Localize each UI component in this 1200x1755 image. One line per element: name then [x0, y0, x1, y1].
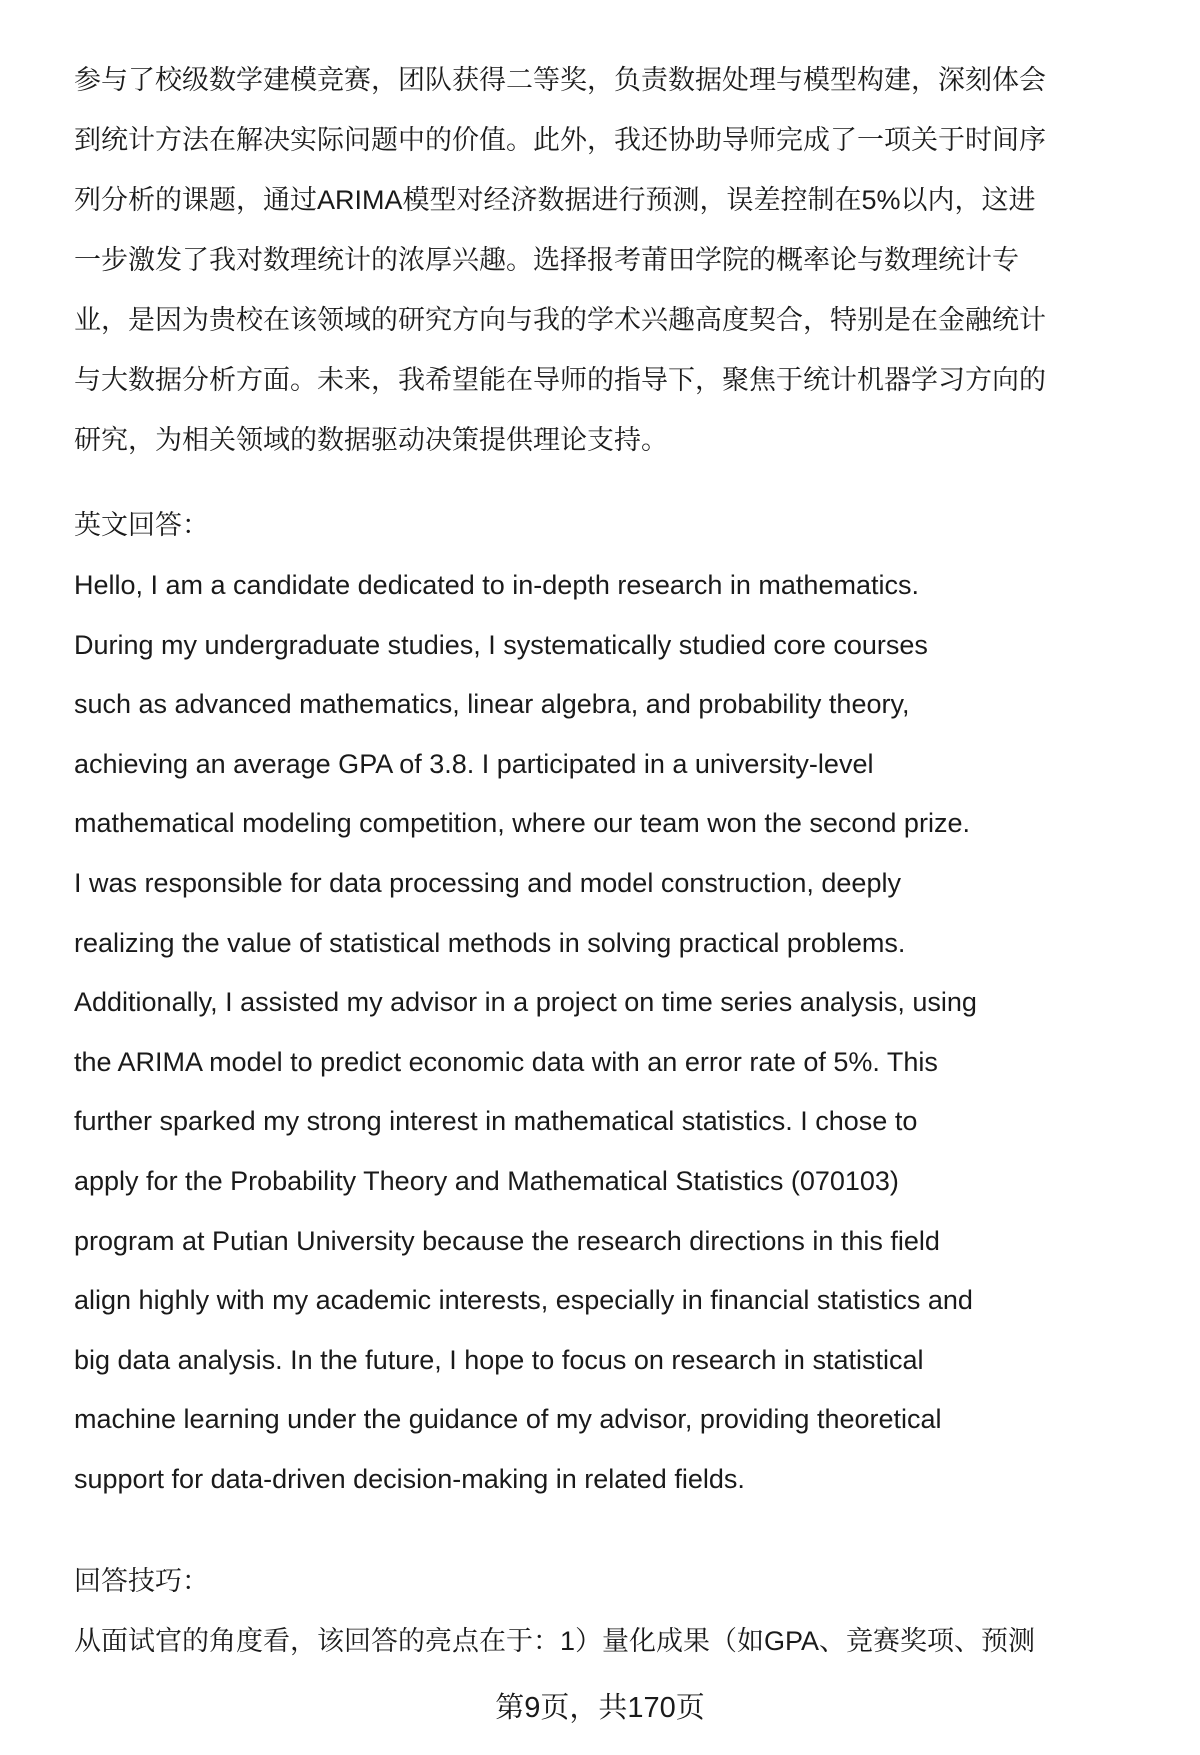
cn-paragraph-line: 研究，为相关领域的数据驱动决策提供理论支持。 [74, 425, 668, 455]
en-paragraph-line: machine learning under the guidance of my advisor, providing theoretical [74, 1404, 942, 1435]
en-paragraph-line: big data analysis. In the future, I hope to focus on research in statistical [74, 1344, 924, 1375]
en-paragraph-line: such as advanced mathematics, linear algebra, and probability theory, [74, 689, 910, 720]
en-paragraph-line: the ARIMA model to predict economic data with an error rate of 5%. This [74, 1046, 938, 1077]
page-number: 第9页，共170页 [495, 1692, 705, 1724]
cn-paragraph-line: 到统计方法在解决实际问题中的价值。此外，我还协助导师完成了一项关于时间序 [74, 125, 1046, 155]
cn-paragraph-line: 业，是因为贵校在该领域的研究方向与我的学术兴趣高度契合，特别是在金融统计 [74, 305, 1046, 335]
cn-paragraph-line: 列分析的课题，通过ARIMA模型对经济数据进行预测，误差控制在5%以内，这进 [74, 185, 1036, 215]
en-paragraph-line: During my undergraduate studies, I systematically studied core courses [74, 629, 928, 660]
en-paragraph-line: mathematical modeling competition, where our team won the second prize. [74, 808, 970, 839]
en-paragraph-line: Additionally, I assisted my advisor in a project on time series analysis, using [74, 987, 977, 1018]
en-paragraph-line: achieving an average GPA of 3.8. I participated in a university-level [74, 748, 874, 779]
en-paragraph-line: further sparked my strong interest in mathematical statistics. I chose to [74, 1106, 918, 1137]
cn-paragraph-line: 与大数据分析方面。未来，我希望能在导师的指导下，聚焦于统计机器学习方向的 [74, 365, 1046, 395]
en-paragraph-line: realizing the value of statistical methods in solving practical problems. [74, 927, 906, 958]
section-heading-answer-tips: 回答技巧： [74, 1566, 209, 1596]
en-paragraph-line: I was responsible for data processing and model construction, deeply [74, 868, 901, 898]
tips-paragraph-line: 从面试官的角度看，该回答的亮点在于：1）量化成果（如GPA、竞赛奖项、预测 [74, 1626, 1036, 1656]
cn-paragraph-line: 参与了校级数学建模竞赛，团队获得二等奖，负责数据处理与模型构建，深刻体会 [74, 65, 1046, 95]
en-paragraph-line: support for data-driven decision-making in related fields. [74, 1464, 745, 1494]
en-paragraph-line: align highly with my academic interests, especially in financial statistics and [74, 1285, 973, 1316]
section-heading-english-answer: 英文回答： [74, 510, 209, 540]
cn-paragraph-line: 一步激发了我对数理统计的浓厚兴趣。选择报考莆田学院的概率论与数理统计专 [74, 245, 1019, 275]
en-paragraph-line: Hello, I am a candidate dedicated to in-depth research in mathematics. [74, 570, 919, 600]
en-paragraph-line: program at Putian University because the research directions in this field [74, 1225, 940, 1256]
en-paragraph-line: apply for the Probability Theory and Mathematical Statistics (070103) [74, 1166, 899, 1196]
